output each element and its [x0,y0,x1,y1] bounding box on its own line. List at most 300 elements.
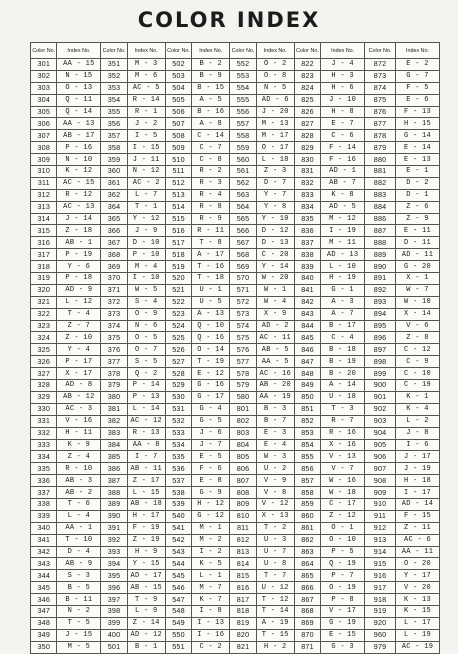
color-number-cell: 379 [101,380,127,392]
table-row [31,534,440,546]
index-number-cell: H - 11 [57,427,101,439]
color-number-cell: 854 [294,439,320,451]
index-number-cell: Z - 19 [127,534,165,546]
index-number-cell: O - 8 [256,70,294,82]
color-index-table [30,42,440,654]
color-number-cell: 504 [165,82,191,94]
color-number-cell: 347 [31,605,57,617]
color-number-cell: 843 [294,308,320,320]
index-number-cell: W - 16 [321,475,365,487]
index-number-cell: X - 13 [256,510,294,522]
index-number-cell: C - 10 [396,368,440,380]
color-number-cell: 370 [101,273,127,285]
color-number-cell: 375 [101,332,127,344]
index-number-cell: Z - 10 [57,332,101,344]
index-number-cell: G - 1 [321,284,365,296]
color-number-cell: 574 [230,320,256,332]
index-number-cell: U - 8 [256,558,294,570]
index-number-cell: N - 12 [127,166,165,178]
index-number-cell: D - 10 [127,237,165,249]
index-number-cell: A - 19 [256,617,294,629]
color-number-cell: 551 [165,641,191,653]
column-header: Color No. [31,43,57,59]
index-number-cell: Z - 11 [396,522,440,534]
color-number-cell: 566 [230,225,256,237]
index-number-cell: C - 19 [396,380,440,392]
index-number-cell: V - 17 [321,605,365,617]
color-number-cell: 382 [101,415,127,427]
index-number-cell: M - 11 [321,237,365,249]
index-number-cell: V - 16 [57,415,101,427]
color-number-cell: 537 [165,475,191,487]
index-number-cell: T - 19 [192,356,230,368]
index-number-cell: P - 14 [127,380,165,392]
header-row [31,43,440,59]
index-number-cell: AC - 12 [127,415,165,427]
color-number-cell: 509 [165,142,191,154]
index-number-cell: AB - 12 [57,391,101,403]
color-number-cell: 385 [101,451,127,463]
table-row [31,166,440,178]
color-number-cell: 829 [294,142,320,154]
index-number-cell: I - 7 [127,451,165,463]
color-number-cell: 917 [365,582,396,594]
color-number-cell: 870 [294,629,320,641]
index-number-cell: Z - 4 [57,451,101,463]
index-number-cell: O - 1 [321,522,365,534]
index-number-cell: K - 1 [396,391,440,403]
index-number-cell: O - 20 [396,558,440,570]
index-number-cell: AD - 6 [256,94,294,106]
index-number-cell: F - 19 [127,522,165,534]
color-number-cell: 505 [165,94,191,106]
color-number-cell: 306 [31,118,57,130]
index-number-cell: E - 6 [396,94,440,106]
table-row [31,594,440,606]
column-header: Index No. [57,43,101,59]
column-header: Color No. [101,43,127,59]
color-number-cell: 515 [165,213,191,225]
index-number-cell: E - 13 [396,154,440,166]
index-number-cell: T - 12 [256,594,294,606]
color-number-cell: 327 [31,368,57,380]
color-number-cell: 864 [294,558,320,570]
color-number-cell: 913 [365,534,396,546]
color-number-cell: 342 [31,546,57,558]
color-number-cell: 865 [294,570,320,582]
index-number-cell: G - 19 [321,617,365,629]
table-row [31,498,440,510]
index-number-cell: H - 2 [256,641,294,653]
index-number-cell: L - 4 [57,510,101,522]
color-number-cell: 376 [101,344,127,356]
color-number-cell: 333 [31,439,57,451]
color-number-cell: 304 [31,94,57,106]
color-number-cell: 351 [101,59,127,71]
color-number-cell: 825 [294,94,320,106]
color-number-cell: 808 [230,487,256,499]
color-number-cell: 856 [294,463,320,475]
index-number-cell: T - 2 [256,522,294,534]
index-number-cell: Z - 8 [396,332,440,344]
color-number-cell: 325 [31,344,57,356]
color-number-cell: 331 [31,415,57,427]
color-number-cell: 381 [101,403,127,415]
table-row [31,475,440,487]
color-number-cell: 845 [294,332,320,344]
index-number-cell: Y - 7 [256,189,294,201]
index-number-cell: J - 4 [321,59,365,71]
index-number-cell: J - 11 [127,154,165,166]
color-number-cell: 827 [294,118,320,130]
table-row [31,106,440,118]
index-number-cell: D - 7 [256,177,294,189]
color-number-cell: 397 [101,594,127,606]
color-number-cell: 570 [230,273,256,285]
table-row [31,427,440,439]
index-number-cell: K - 7 [192,594,230,606]
index-number-cell: H - 15 [396,118,440,130]
index-number-cell: B - 3 [256,403,294,415]
index-number-cell: E - 2 [396,59,440,71]
index-number-cell: AB - 15 [127,582,165,594]
color-number-cell: 506 [165,106,191,118]
color-number-cell: 837 [294,237,320,249]
index-number-cell: O - 17 [256,142,294,154]
index-number-cell: C - 6 [321,130,365,142]
color-number-cell: 842 [294,296,320,308]
color-number-cell: 810 [230,510,256,522]
color-number-cell: 550 [165,629,191,641]
color-number-cell: 508 [165,130,191,142]
index-number-cell: U - 7 [256,546,294,558]
color-number-cell: 538 [165,487,191,499]
color-number-cell: 564 [230,201,256,213]
color-number-cell: 912 [365,522,396,534]
index-number-cell: H - 6 [321,82,365,94]
index-number-cell: R - 14 [127,94,165,106]
index-number-cell: V - 13 [321,451,365,463]
index-number-cell: I - 2 [192,546,230,558]
index-number-cell: E - 1 [396,166,440,178]
color-number-cell: 518 [165,249,191,261]
index-number-cell: R - 13 [127,427,165,439]
column-header: Index No. [256,43,294,59]
index-number-cell: D - 11 [396,237,440,249]
index-number-cell: Z - 17 [127,475,165,487]
index-number-cell: T - 3 [321,403,365,415]
index-number-cell: K - 15 [396,605,440,617]
color-number-cell: 890 [365,261,396,273]
index-number-cell: B - 15 [192,82,230,94]
column-header: Index No. [396,43,440,59]
index-number-cell: R - 11 [192,225,230,237]
index-number-cell: C - 12 [396,344,440,356]
index-number-cell: H - 12 [192,498,230,510]
index-number-cell: T - 1 [127,201,165,213]
index-number-cell: P - 19 [57,249,101,261]
index-number-cell: F - 6 [192,463,230,475]
color-number-cell: 361 [101,177,127,189]
index-number-cell: L - 1 [192,570,230,582]
color-number-cell: 309 [31,154,57,166]
index-number-cell: Q - 14 [57,106,101,118]
index-number-cell: AA - 13 [57,118,101,130]
index-number-cell: G - 4 [192,403,230,415]
index-number-cell: R - 8 [192,201,230,213]
color-number-cell: 568 [230,249,256,261]
index-number-cell: AC - 15 [57,177,101,189]
color-number-cell: 534 [165,439,191,451]
index-number-cell: U - 5 [192,296,230,308]
color-number-cell: 573 [230,308,256,320]
color-number-cell: 578 [230,368,256,380]
index-number-cell: J - 19 [396,463,440,475]
table-body [31,59,440,654]
index-number-cell: L - 17 [396,617,440,629]
index-number-cell: R - 7 [321,415,365,427]
index-number-cell: U - 3 [256,534,294,546]
color-number-cell: 526 [165,344,191,356]
color-number-cell: 396 [101,582,127,594]
color-number-cell: 394 [101,558,127,570]
index-number-cell: W - 5 [127,284,165,296]
color-number-cell: 377 [101,356,127,368]
color-number-cell: 876 [365,106,396,118]
index-number-cell: I - 19 [321,225,365,237]
color-number-cell: 519 [165,261,191,273]
color-number-cell: 855 [294,451,320,463]
index-number-cell: M - 12 [321,213,365,225]
index-number-cell: L - 12 [57,296,101,308]
color-number-cell: 840 [294,273,320,285]
index-number-cell: AB - 3 [57,475,101,487]
color-number-cell: 546 [165,582,191,594]
color-number-cell: 369 [101,261,127,273]
color-number-cell: 539 [165,498,191,510]
index-number-cell: X - 14 [396,308,440,320]
color-number-cell: 522 [165,296,191,308]
index-number-cell: Q - 16 [192,332,230,344]
color-number-cell: 346 [31,594,57,606]
column-header: Index No. [192,43,230,59]
index-number-cell: P - 17 [57,356,101,368]
table-row [31,439,440,451]
color-number-cell: 846 [294,344,320,356]
color-number-cell: 828 [294,130,320,142]
column-header: Index No. [127,43,165,59]
table-row [31,296,440,308]
color-number-cell: 821 [230,641,256,653]
index-number-cell: O - 9 [127,308,165,320]
index-number-cell: I - 15 [127,142,165,154]
index-number-cell: M - 7 [192,582,230,594]
color-number-cell: 541 [165,522,191,534]
index-number-cell: X - 1 [396,273,440,285]
color-number-cell: 831 [294,166,320,178]
color-number-cell: 820 [230,629,256,641]
index-number-cell: M - 3 [127,59,165,71]
index-number-cell: E - 15 [321,629,365,641]
index-number-cell: I - 17 [396,487,440,499]
table-row [31,463,440,475]
color-number-cell: 528 [165,368,191,380]
index-number-cell: J - 10 [321,94,365,106]
color-number-cell: 883 [365,189,396,201]
index-number-cell: M - 2 [192,534,230,546]
index-number-cell: A - 3 [321,296,365,308]
index-number-cell: Q - 2 [127,368,165,380]
color-number-cell: 547 [165,594,191,606]
color-number-cell: 857 [294,475,320,487]
table-row [31,82,440,94]
color-number-cell: 503 [165,70,191,82]
index-number-cell: X - 17 [57,368,101,380]
color-number-cell: 324 [31,332,57,344]
table-row [31,177,440,189]
index-number-cell: W - 4 [256,296,294,308]
index-number-cell: B - 9 [192,70,230,82]
index-number-cell: Z - 6 [396,201,440,213]
index-number-cell: B - 2 [192,59,230,71]
index-number-cell: I - 5 [127,130,165,142]
index-number-cell: G - 14 [396,130,440,142]
index-number-cell: E - 7 [321,118,365,130]
color-number-cell: 507 [165,118,191,130]
color-number-cell: 336 [31,475,57,487]
color-number-cell: 899 [365,368,396,380]
color-number-cell: 906 [365,451,396,463]
index-number-cell: T - 8 [192,237,230,249]
color-number-cell: 525 [165,332,191,344]
index-number-cell: U - 2 [256,463,294,475]
color-number-cell: 372 [101,296,127,308]
table-row [31,391,440,403]
index-number-cell: O - 10 [321,534,365,546]
color-number-cell: 858 [294,487,320,499]
color-number-cell: 303 [31,82,57,94]
color-number-cell: 549 [165,617,191,629]
index-number-cell: Y - 15 [127,558,165,570]
index-number-cell: S - 4 [127,296,165,308]
index-number-cell: Z - 9 [396,213,440,225]
index-number-cell: P - 16 [57,142,101,154]
color-number-cell: 343 [31,558,57,570]
color-number-cell: 979 [365,641,396,653]
index-number-cell: D - 12 [256,225,294,237]
color-number-cell: 512 [165,177,191,189]
color-number-cell: 314 [31,213,57,225]
index-number-cell: AB - 18 [127,498,165,510]
color-number-cell: 823 [294,70,320,82]
index-number-cell: Z - 18 [57,225,101,237]
index-number-cell: V - 20 [396,582,440,594]
index-number-cell: O - 14 [192,344,230,356]
table-row [31,570,440,582]
color-number-cell: 571 [230,284,256,296]
table-row [31,380,440,392]
color-number-cell: 353 [101,82,127,94]
color-number-cell: 310 [31,166,57,178]
color-number-cell: 532 [165,415,191,427]
color-number-cell: 321 [31,296,57,308]
color-number-cell: 859 [294,498,320,510]
index-number-cell: G - 3 [321,641,365,653]
index-number-cell: J - 15 [57,629,101,641]
index-number-cell: AC - 16 [256,368,294,380]
index-number-cell: W - 7 [396,284,440,296]
index-number-cell: G - 9 [192,487,230,499]
color-number-cell: 888 [365,237,396,249]
color-number-cell: 398 [101,605,127,617]
color-number-cell: 867 [294,594,320,606]
index-number-cell: C - 20 [256,249,294,261]
color-number-cell: 378 [101,368,127,380]
index-number-cell: AD - 12 [127,629,165,641]
color-number-cell: 544 [165,558,191,570]
table-row [31,368,440,380]
index-number-cell: AD - 2 [256,320,294,332]
index-number-cell: K - 13 [396,594,440,606]
index-number-cell: P - 18 [57,273,101,285]
color-number-cell: 895 [365,320,396,332]
color-number-cell: 316 [31,237,57,249]
color-number-cell: 535 [165,451,191,463]
color-number-cell: 368 [101,249,127,261]
color-number-cell: 536 [165,463,191,475]
table-row [31,629,440,641]
color-number-cell: 501 [101,641,127,653]
index-number-cell: V - 6 [396,320,440,332]
index-number-cell: H - 9 [127,546,165,558]
color-number-cell: 902 [365,403,396,415]
index-number-cell: T - 5 [57,617,101,629]
index-number-cell: E - 12 [192,368,230,380]
index-number-cell: AD - 8 [57,380,101,392]
index-number-cell: O - 13 [57,82,101,94]
index-number-cell: N - 5 [256,82,294,94]
table-row [31,273,440,285]
color-number-cell: 839 [294,261,320,273]
color-number-cell: 863 [294,546,320,558]
index-number-cell: AA - 5 [256,356,294,368]
table-row [31,320,440,332]
table-row [31,344,440,356]
table-row [31,94,440,106]
color-number-cell: 511 [165,166,191,178]
color-number-cell: 822 [294,59,320,71]
index-number-cell: M - 4 [127,261,165,273]
index-number-cell: M - 13 [256,118,294,130]
table-row [31,154,440,166]
index-number-cell: Y - 8 [256,201,294,213]
index-number-cell: V - 9 [256,475,294,487]
index-number-cell: I - 8 [192,605,230,617]
color-number-cell: 805 [230,451,256,463]
color-number-cell: 344 [31,570,57,582]
index-number-cell: T - 4 [57,308,101,320]
color-number-cell: 557 [230,118,256,130]
color-number-cell: 531 [165,403,191,415]
index-number-cell: Z - 12 [321,510,365,522]
index-number-cell: E - 8 [192,475,230,487]
index-number-cell: F - 5 [396,82,440,94]
index-number-cell: N - 6 [127,320,165,332]
color-number-cell: 315 [31,225,57,237]
index-number-cell: AC - 3 [57,403,101,415]
color-number-cell: 879 [365,142,396,154]
color-number-cell: 911 [365,510,396,522]
